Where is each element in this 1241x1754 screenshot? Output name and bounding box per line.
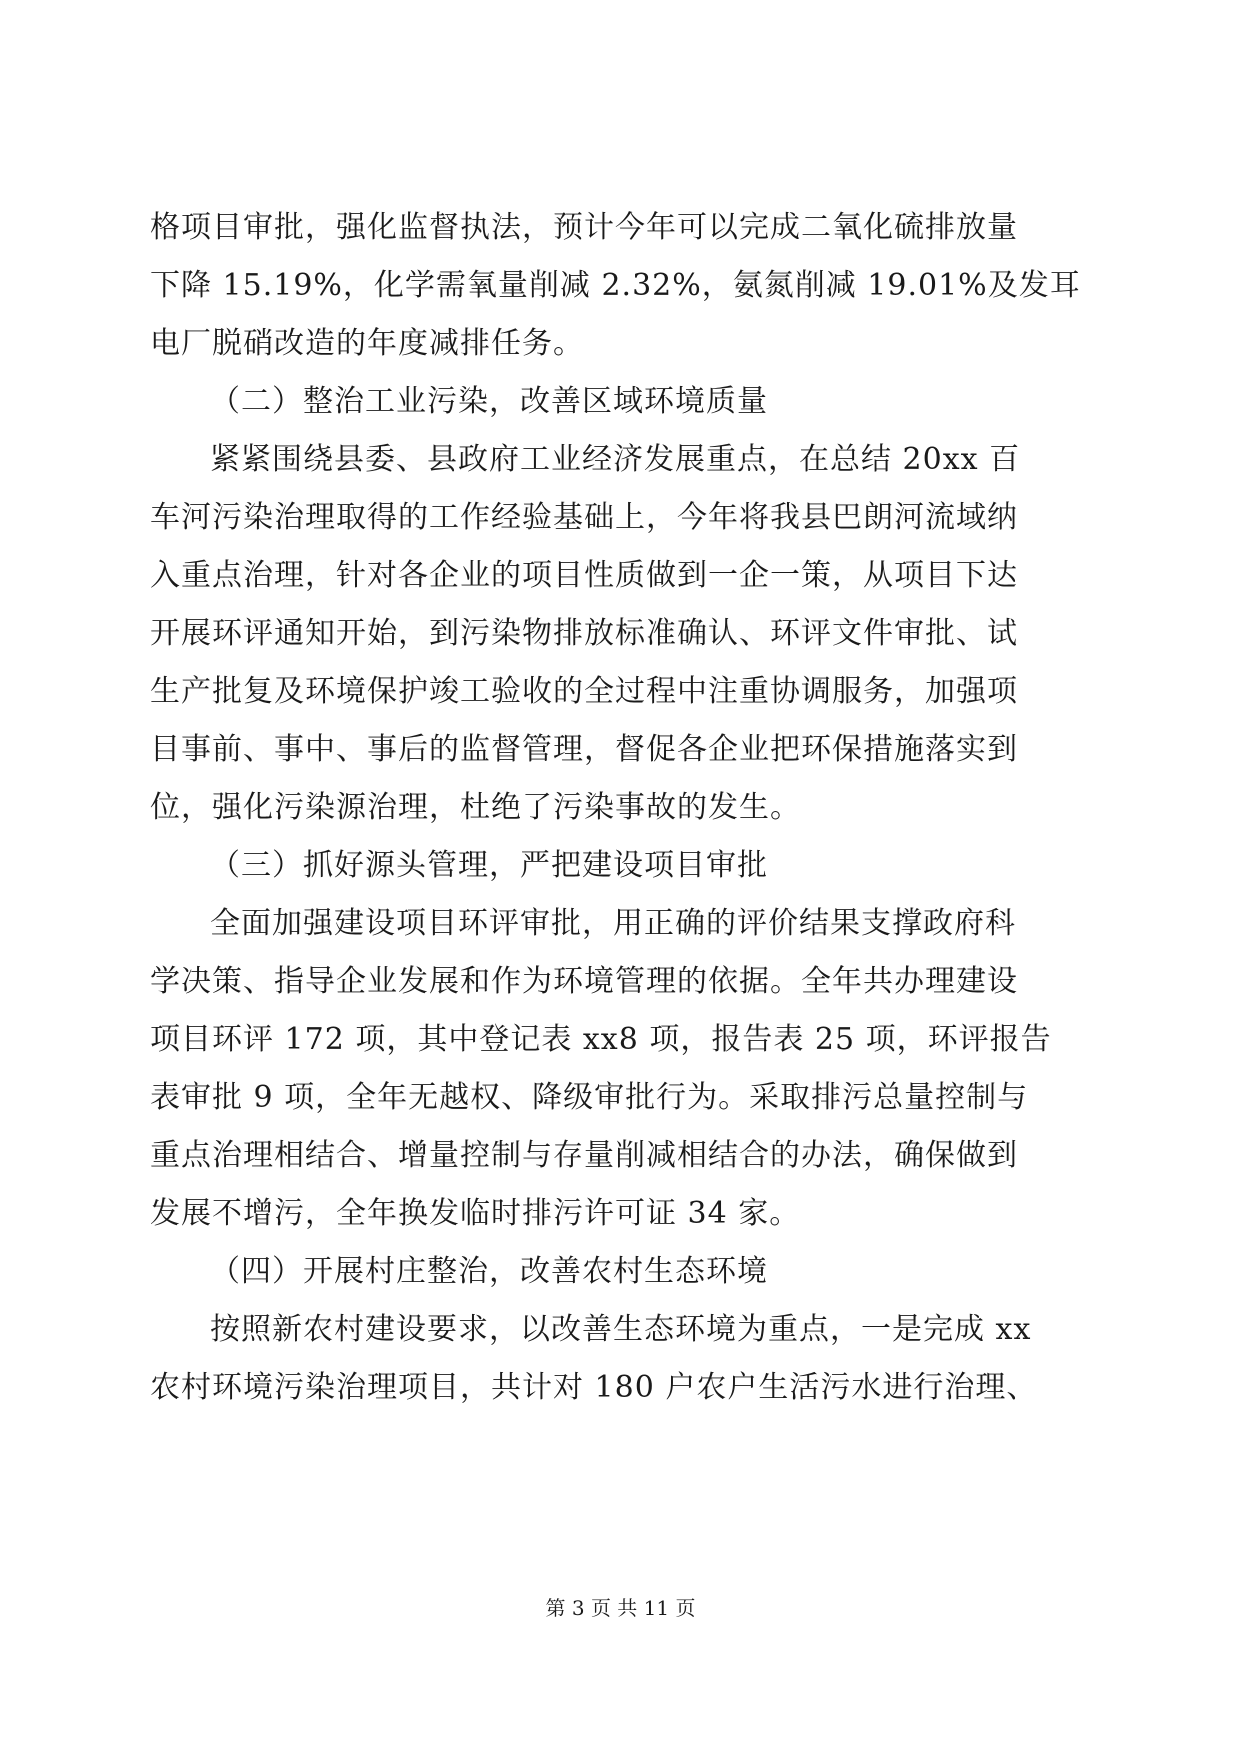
body-line: 车河污染治理取得的工作经验基础上，今年将我县巴朗河流域纳	[150, 500, 1018, 535]
page-number-footer: 第 3 页 共 11 页	[545, 1596, 696, 1620]
body-line: 项目环评 172 项，其中登记表 xx8 项，报告表 25 项，环评报告	[150, 1022, 1052, 1057]
section-heading: （二）整治工业污染，改善区域环境质量	[210, 384, 768, 419]
body-line: 重点治理相结合、增量控制与存量削减相结合的办法，确保做到	[150, 1138, 1018, 1173]
body-line: 位，强化污染源治理，杜绝了污染事故的发生。	[150, 790, 801, 825]
body-line: 电厂脱硝改造的年度减排任务。	[150, 326, 584, 361]
body-line: 格项目审批，强化监督执法，预计今年可以完成二氧化硫排放量	[150, 210, 1018, 245]
paragraph-first-line: 全面加强建设项目环评审批，用正确的评价结果支撑政府科	[210, 906, 1016, 941]
body-line: 目事前、事中、事后的监督管理，督促各企业把环保措施落实到	[150, 732, 1018, 767]
body-line: 学决策、指导企业发展和作为环境管理的依据。全年共办理建设	[150, 964, 1018, 999]
body-line: 入重点治理，针对各企业的项目性质做到一企一策，从项目下达	[150, 558, 1018, 593]
body-line: 生产批复及环境保护竣工验收的全过程中注重协调服务，加强项	[150, 674, 1018, 709]
paragraph-first-line: 按照新农村建设要求，以改善生态环境为重点，一是完成 xx	[210, 1312, 1032, 1347]
body-line: 下降 15.19%，化学需氧量削减 2.32%，氨氮削减 19.01%及发耳	[150, 268, 1081, 303]
body-line: 开展环评通知开始，到污染物排放标准确认、环评文件审批、试	[150, 616, 1018, 651]
body-line: 表审批 9 项，全年无越权、降级审批行为。采取排污总量控制与	[150, 1080, 1029, 1115]
section-heading: （四）开展村庄整治，改善农村生态环境	[210, 1254, 768, 1289]
section-heading: （三）抓好源头管理，严把建设项目审批	[210, 848, 768, 883]
body-line: 农村环境污染治理项目，共计对 180 户农户生活污水进行治理、	[150, 1370, 1038, 1405]
body-line: 发展不增污，全年换发临时排污许可证 34 家。	[150, 1196, 801, 1231]
paragraph-first-line: 紧紧围绕县委、县政府工业经济发展重点，在总结 20xx 百	[210, 442, 1021, 477]
